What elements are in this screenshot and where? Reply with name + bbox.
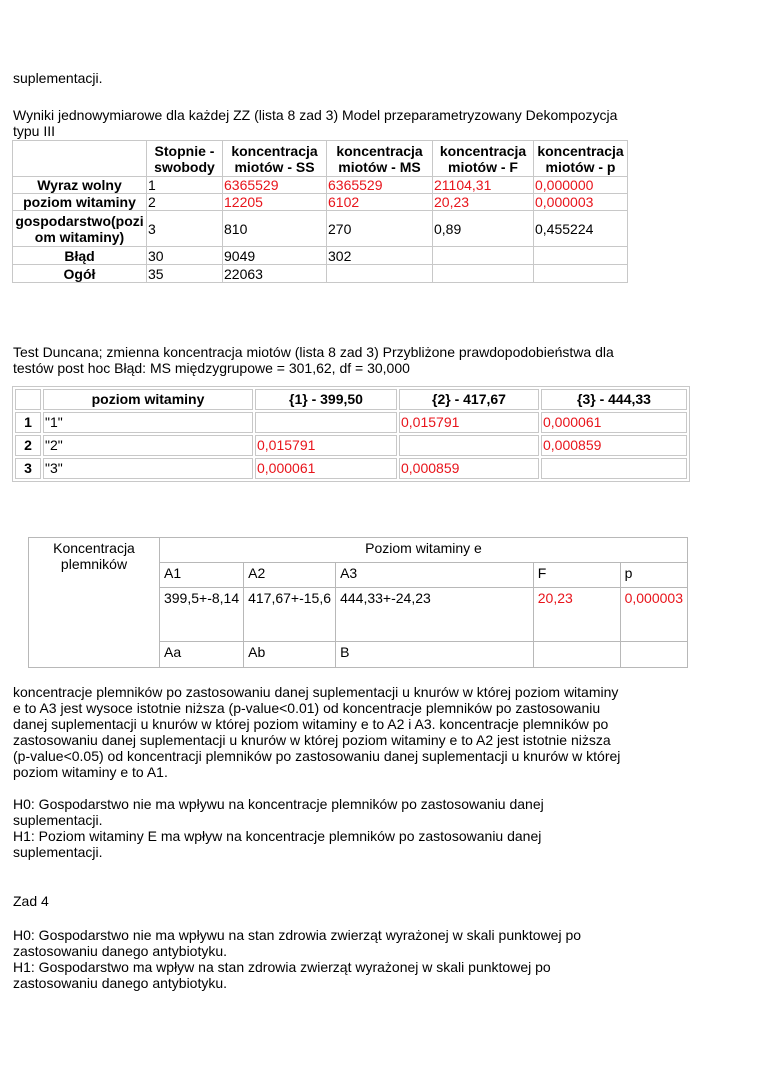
- anova-table: [12, 140, 628, 283]
- value-cell: 444,33+-24,23: [336, 588, 534, 642]
- header-cell: {1} - 399,50: [255, 389, 397, 410]
- letter-cell: Ab: [244, 642, 336, 668]
- col-header: F: [533, 563, 620, 588]
- p-value-cell: [541, 458, 687, 479]
- p-value-cell: 0,015791: [399, 412, 539, 433]
- p-value-cell: 0,000061: [541, 412, 687, 433]
- table-row: [13, 265, 628, 283]
- p-value-cell: [399, 435, 539, 456]
- duncan-caption: [13, 344, 614, 376]
- caption-line: Wyniki jednowymiarowe dla każdej ZZ (lista 8 zad 3) Model przeparametryzowany Dekompozycja: [13, 107, 618, 123]
- table-row: [15, 435, 687, 456]
- p-value-cell: 0,000061: [255, 458, 397, 479]
- value-cell-df: 2: [147, 194, 223, 211]
- text-line: danej suplementacji u knurów w której poziom witaminy e to A2 i A3. koncentracje plemników po: [13, 716, 609, 732]
- text-line: H0: Gospodarstwo nie ma wpływu na stan zdrowia zwierząt wyrażonej w skali punktowej po: [13, 927, 582, 943]
- row-number: 3: [15, 458, 41, 479]
- value-cell-f: 21104,31: [433, 177, 534, 194]
- text-line: koncentracje plemników po zastosowaniu danej suplementacji u knurów w której poziom witaminy: [13, 684, 619, 700]
- table-row: [13, 177, 628, 194]
- value-cell-df: 30: [147, 247, 223, 265]
- value-cell-df: 35: [147, 265, 223, 283]
- col-header: A1: [159, 563, 243, 588]
- value-cell-ss: 6365529: [223, 177, 327, 194]
- letter-cell: B: [336, 642, 534, 668]
- value-cell-p: 0,455224: [534, 211, 628, 247]
- table-row: [13, 211, 628, 247]
- text-line: (p-value<0.05) od koncentracji plemników po zastosowaniu danej suplementacji u knurów w której: [13, 748, 621, 764]
- value-cell-ss: 9049: [223, 247, 327, 265]
- caption-line: typu III: [13, 123, 56, 139]
- header-cell: [13, 141, 147, 177]
- value-cell-f: 20,23: [433, 194, 534, 211]
- table-row: [13, 247, 628, 265]
- row-label: Wyraz wolny: [13, 177, 147, 194]
- value-cell-ss: 12205: [223, 194, 327, 211]
- value-cell-ms: 270: [327, 211, 433, 247]
- col-header: A3: [336, 563, 534, 588]
- letter-cell: Aa: [159, 642, 243, 668]
- value-cell-p: 0,000000: [534, 177, 628, 194]
- level-cell: "1": [43, 412, 253, 433]
- value-cell-ms: 6365529: [327, 177, 433, 194]
- row-header: Koncentracja plemników: [29, 538, 160, 668]
- summary-table: [28, 537, 688, 668]
- col-header: A2: [244, 563, 336, 588]
- text-line: H0: Gospodarstwo nie ma wpływu na koncentracje plemników po zastosowaniu danej: [13, 796, 544, 812]
- value-cell: 417,67+-15,6: [244, 588, 336, 642]
- intro-line: suplementacji.: [13, 70, 103, 86]
- text-line: H1: Poziom witaminy E ma wpływ na koncentracje plemników po zastosowaniu danej: [13, 828, 542, 844]
- hypotheses-zad4: [13, 927, 581, 991]
- text-line: zastosowaniu danego antybiotyku.: [13, 943, 228, 959]
- value-cell-f: [433, 265, 534, 283]
- row-label: Ogół: [13, 265, 147, 283]
- value-cell-f: [433, 247, 534, 265]
- value-cell-ss: 22063: [223, 265, 327, 283]
- table-row: [13, 194, 628, 211]
- text-line: zastosowaniu danego antybiotyku.: [13, 975, 228, 991]
- row-number: 1: [15, 412, 41, 433]
- value-cell-ms: 302: [327, 247, 433, 265]
- table-row: [15, 458, 687, 479]
- value-cell-p: [534, 265, 628, 283]
- row-label: Błąd: [13, 247, 147, 265]
- zad4-title: Zad 4: [13, 893, 49, 909]
- header-cell: Stopnie - swobody: [147, 141, 223, 177]
- header-cell: {3} - 444,33: [541, 389, 687, 410]
- text-line: zastosowaniu danej suplementacji u knurów w której poziom witaminy e to A2 jest istotnie niższa: [13, 732, 611, 748]
- hypotheses-zad3: [13, 796, 544, 860]
- value-cell: 399,5+-8,14: [159, 588, 243, 642]
- header-cell: koncentracja miotów - F: [433, 141, 534, 177]
- text-line: e to A3 jest wysoce istotnie niższa (p-value<0.01) od koncentracje plemników po zastosowaniu: [13, 700, 601, 716]
- col-header: p: [620, 563, 687, 588]
- p-value-cell: 0,000859: [399, 458, 539, 479]
- value-cell: 0,000003: [620, 588, 687, 642]
- conclusion-paragraph: [13, 684, 620, 780]
- row-label: poziom witaminy: [13, 194, 147, 211]
- row-label: gospodarstwo(poziom witaminy): [13, 211, 147, 247]
- anova-caption: [13, 107, 617, 139]
- value-cell-p: [534, 247, 628, 265]
- value-cell-ms: 6102: [327, 194, 433, 211]
- letter-cell: [533, 642, 620, 668]
- header-cell: koncentracja miotów - MS: [327, 141, 433, 177]
- text-line: H1: Gospodarstwo ma wpływ na stan zdrowia zwierząt wyrażonej w skali punktowej po: [13, 959, 551, 975]
- value-cell-df: 3: [147, 211, 223, 247]
- p-value-cell: [255, 412, 397, 433]
- value-cell: 20,23: [533, 588, 620, 642]
- caption-line: testów post hoc Błąd: MS międzygrupowe = 301,62, df = 30,000: [13, 360, 410, 376]
- text-line: suplementacji.: [13, 812, 103, 828]
- text-line: poziom witaminy e to A1.: [13, 764, 168, 780]
- table-row: [15, 412, 687, 433]
- duncan-table: [12, 386, 690, 482]
- group-header: Poziom witaminy e: [159, 538, 687, 563]
- row-number: 2: [15, 435, 41, 456]
- level-cell: "2": [43, 435, 253, 456]
- header-cell: [15, 389, 41, 410]
- p-value-cell: 0,015791: [255, 435, 397, 456]
- value-cell-f: 0,89: [433, 211, 534, 247]
- level-cell: "3": [43, 458, 253, 479]
- p-value-cell: 0,000859: [541, 435, 687, 456]
- header-cell: koncentracja miotów - SS: [223, 141, 327, 177]
- header-cell: poziom witaminy: [43, 389, 253, 410]
- text-line: suplementacji.: [13, 844, 103, 860]
- caption-line: Test Duncana; zmienna koncentracja miotów (lista 8 zad 3) Przybliżone prawdopodobieństwa dla: [13, 344, 614, 360]
- value-cell-ms: [327, 265, 433, 283]
- value-cell-df: 1: [147, 177, 223, 194]
- header-cell: koncentracja miotów - p: [534, 141, 628, 177]
- value-cell-p: 0,000003: [534, 194, 628, 211]
- header-cell: {2} - 417,67: [399, 389, 539, 410]
- letter-cell: [620, 642, 687, 668]
- value-cell-ss: 810: [223, 211, 327, 247]
